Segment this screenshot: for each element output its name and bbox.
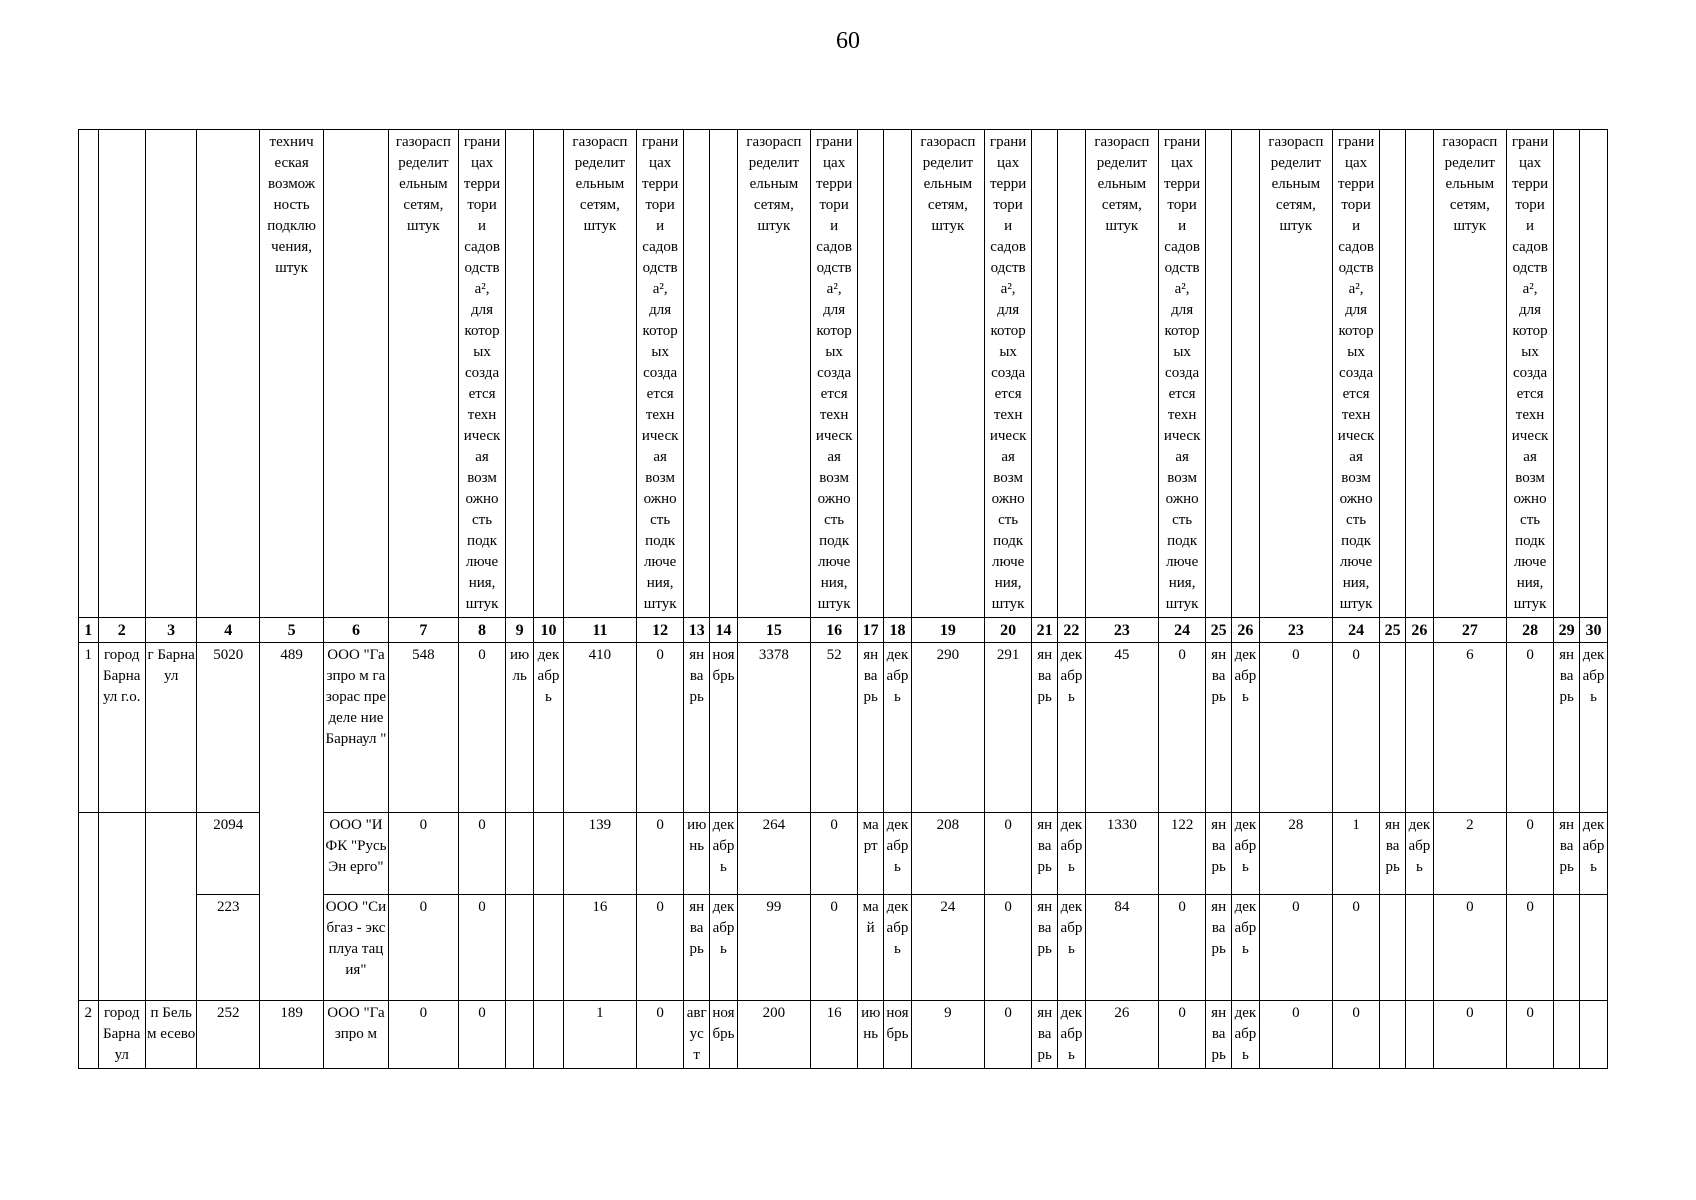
column-number: 29 [1554,618,1580,643]
hdr-territory: грани цах терри тори и садов одств а², для котор ых созда ется техн ическ ая возм ожно сть подк люче ния, штук [810,130,857,618]
value-cell: 2 [1433,813,1506,895]
value-cell: 0 [810,895,857,1001]
empty-cell [79,895,99,1001]
hdr-cell [684,130,710,618]
hdr-territory: грани цах терри тори и садов одств а², для котор ых созда ется техн ическ ая возм ожно сть подк люче ния, штук [1158,130,1205,618]
month-cell: ноя брь [884,1001,912,1069]
hdr-gas-networks: газорасп ределит ельным сетям, штук [737,130,810,618]
empty-cell [98,813,145,895]
value-cell: 16 [810,1001,857,1069]
empty-cell [260,895,324,1001]
hdr-technical-possibility: технич еская возмож ность подклю чения, штук [260,130,324,618]
value-cell: 9 [911,1001,984,1069]
value-cell: 2094 [197,813,260,895]
hdr-territory: грани цах терри тори и садов одств а², для котор ых созда ется техн ическ ая возм ожно сть подк люче ния, штук [1332,130,1379,618]
month-cell: ян ва рь [1032,1001,1058,1069]
value-cell: 0 [1158,1001,1205,1069]
hdr-territory: грани цах терри тори и садов одств а², для котор ых созда ется техн ическ ая возм ожно сть подк люче ния, штук [1506,130,1553,618]
column-number: 26 [1406,618,1434,643]
value-cell: 0 [388,813,458,895]
month-cell: дек абр ь [1232,1001,1260,1069]
table-row [79,895,1608,1001]
month-cell: ян ва рь [1206,1001,1232,1069]
empty-cell [145,813,196,895]
month-cell [534,895,564,1001]
month-cell: дек абр ь [710,813,738,895]
month-cell: ян ва рь [1554,813,1580,895]
table-row [79,813,1608,895]
month-cell [506,895,534,1001]
hdr-gas-networks: газорасп ределит ельным сетям, штук [388,130,458,618]
hdr-territory: грани цах терри тори и садов одств а², для котор ых созда ется техн ическ ая возм ожно сть подк люче ния, штук [458,130,505,618]
column-number: 26 [1232,618,1260,643]
empty-cell [79,813,99,895]
value-cell: 0 [636,813,683,895]
month-cell [1554,895,1580,1001]
organization-cell: ООО "Газпро м [324,1001,389,1069]
value-cell: 0 [984,895,1031,1001]
hdr-cell [1579,130,1607,618]
month-cell: дек абр ь [1232,813,1260,895]
value-cell: 45 [1085,643,1158,813]
value-cell: 0 [636,895,683,1001]
month-cell [1406,1001,1434,1069]
value-cell: 252 [197,1001,260,1069]
value-cell: 290 [911,643,984,813]
month-cell: дек абр ь [1406,813,1434,895]
value-cell: 548 [388,643,458,813]
month-cell: ноя брь [710,643,738,813]
hdr-cell [884,130,912,618]
column-number: 23 [1259,618,1332,643]
hdr-cell [1032,130,1058,618]
month-cell: дек абр ь [884,895,912,1001]
hdr-cell [506,130,534,618]
column-number: 8 [458,618,505,643]
hdr-gas-networks: газорасп ределит ельным сетям, штук [1085,130,1158,618]
month-cell: ян ва рь [858,643,884,813]
value-cell: 0 [984,813,1031,895]
organization-cell: ООО "ИФК "РусьЭн ерго" [324,813,389,895]
value-cell: 0 [1506,643,1553,813]
hdr-cell [1232,130,1260,618]
value-cell: 0 [458,1001,505,1069]
hdr-cell [79,130,99,618]
hdr-cell [197,130,260,618]
hdr-cell [98,130,145,618]
value-cell: 291 [984,643,1031,813]
table-row [79,643,1608,813]
column-number: 2 [98,618,145,643]
value-cell: 264 [737,813,810,895]
value-cell: 5020 [197,643,260,813]
month-cell: ию нь [858,1001,884,1069]
settlement-cell: г Барна ул [145,643,196,813]
month-cell: дек абр ь [534,643,564,813]
month-cell: ян ва рь [684,895,710,1001]
hdr-cell [1554,130,1580,618]
month-cell: дек абр ь [1058,813,1086,895]
value-cell: 208 [911,813,984,895]
month-cell [1380,1001,1406,1069]
column-number: 11 [563,618,636,643]
hdr-territory: грани цах терри тори и садов одств а², для котор ых созда ется техн ическ ая возм ожно сть подк люче ния, штук [636,130,683,618]
page-number: 60 [836,28,860,54]
month-cell: ян ва рь [1380,813,1406,895]
header-row [79,130,1608,618]
value-cell: 0 [1259,895,1332,1001]
month-cell [506,1001,534,1069]
value-cell: 122 [1158,813,1205,895]
value-cell: 223 [197,895,260,1001]
value-cell: 0 [1433,895,1506,1001]
value-cell: 16 [563,895,636,1001]
row-number: 1 [79,643,99,813]
settlement-cell: п Бельм есево [145,1001,196,1069]
month-cell: ян ва рь [1206,895,1232,1001]
month-cell: авг ус т [684,1001,710,1069]
value-cell: 52 [810,643,857,813]
hdr-cell [534,130,564,618]
column-number: 6 [324,618,389,643]
value-cell: 1 [563,1001,636,1069]
value-cell: 0 [1506,813,1553,895]
value-cell: 200 [737,1001,810,1069]
column-number: 5 [260,618,324,643]
value-cell: 0 [1332,1001,1379,1069]
value-cell: 139 [563,813,636,895]
column-number: 4 [197,618,260,643]
column-number: 25 [1380,618,1406,643]
value-cell: 3378 [737,643,810,813]
hdr-cell [324,130,389,618]
column-number: 20 [984,618,1031,643]
month-cell: дек абр ь [1232,643,1260,813]
month-cell: ян ва рь [1206,643,1232,813]
value-cell: 0 [1158,643,1205,813]
month-cell: ян ва рь [1032,813,1058,895]
hdr-cell [1058,130,1086,618]
month-cell: ян ва рь [684,643,710,813]
value-cell: 0 [1259,1001,1332,1069]
month-cell: ян ва рь [1554,643,1580,813]
value-cell: 84 [1085,895,1158,1001]
value-cell: 0 [1433,1001,1506,1069]
empty-cell [98,895,145,1001]
value-cell: 0 [458,643,505,813]
value-cell: 0 [1506,895,1553,1001]
column-number: 1 [79,618,99,643]
column-number: 22 [1058,618,1086,643]
value-cell: 0 [388,895,458,1001]
month-cell: ян ва рь [1032,643,1058,813]
column-number: 25 [1206,618,1232,643]
empty-cell [260,813,324,895]
column-number: 30 [1579,618,1607,643]
hdr-territory: грани цах терри тори и садов одств а², для котор ых созда ется техн ическ ая возм ожно сть подк люче ния, штук [984,130,1031,618]
month-cell [1579,895,1607,1001]
hdr-cell [145,130,196,618]
column-number-row [79,618,1608,643]
month-cell: ию нь [684,813,710,895]
column-number: 10 [534,618,564,643]
value-cell: 0 [984,1001,1031,1069]
column-number: 7 [388,618,458,643]
value-cell: 24 [911,895,984,1001]
hdr-cell [1206,130,1232,618]
hdr-cell [710,130,738,618]
row-number: 2 [79,1001,99,1069]
month-cell [1380,643,1406,813]
month-cell: ян ва рь [1032,895,1058,1001]
value-cell: 410 [563,643,636,813]
month-cell: дек абр ь [1058,1001,1086,1069]
value-cell: 0 [636,643,683,813]
month-cell [1406,643,1434,813]
hdr-gas-networks: газорасп ределит ельным сетям, штук [563,130,636,618]
hdr-gas-networks: газорасп ределит ельным сетям, штук [1433,130,1506,618]
month-cell: дек абр ь [1232,895,1260,1001]
column-number: 14 [710,618,738,643]
data-table [78,129,1608,1069]
hdr-cell [1406,130,1434,618]
month-cell [534,813,564,895]
column-number: 3 [145,618,196,643]
month-cell [1579,1001,1607,1069]
month-cell [534,1001,564,1069]
column-number: 17 [858,618,884,643]
month-cell: ию ль [506,643,534,813]
hdr-cell [858,130,884,618]
month-cell: ян ва рь [1206,813,1232,895]
month-cell [1380,895,1406,1001]
empty-cell [145,895,196,1001]
value-cell: 189 [260,1001,324,1069]
value-cell: 0 [1332,895,1379,1001]
value-cell: 0 [458,895,505,1001]
value-cell: 0 [1332,643,1379,813]
value-cell: 0 [636,1001,683,1069]
column-number: 19 [911,618,984,643]
value-cell: 99 [737,895,810,1001]
column-number: 27 [1433,618,1506,643]
month-cell: дек абр ь [1058,643,1086,813]
column-number: 24 [1332,618,1379,643]
value-cell: 1330 [1085,813,1158,895]
month-cell: дек абр ь [1579,813,1607,895]
value-cell: 0 [1506,1001,1553,1069]
column-number: 28 [1506,618,1553,643]
value-cell: 26 [1085,1001,1158,1069]
municipality-cell: город Барна ул [98,1001,145,1069]
value-cell: 0 [1158,895,1205,1001]
column-number: 16 [810,618,857,643]
month-cell [506,813,534,895]
value-cell: 0 [388,1001,458,1069]
value-cell: 6 [1433,643,1506,813]
organization-cell: ООО "Газпро м газорас пределе ние Барнаул " [324,643,389,813]
value-cell: 0 [810,813,857,895]
column-number: 12 [636,618,683,643]
month-cell [1406,895,1434,1001]
hdr-cell [1380,130,1406,618]
month-cell: дек абр ь [884,643,912,813]
hdr-gas-networks: газорасп ределит ельным сетям, штук [911,130,984,618]
table-row [79,1001,1608,1069]
value-cell: 28 [1259,813,1332,895]
column-number: 24 [1158,618,1205,643]
column-number: 23 [1085,618,1158,643]
month-cell: дек абр ь [1058,895,1086,1001]
column-number: 15 [737,618,810,643]
column-number: 21 [1032,618,1058,643]
month-cell [1554,1001,1580,1069]
value-cell: 0 [1259,643,1332,813]
month-cell: ма й [858,895,884,1001]
organization-cell: ООО "Сибгаз - эксплуа тация" [324,895,389,1001]
column-number: 18 [884,618,912,643]
value-cell: 489 [260,643,324,813]
column-number: 13 [684,618,710,643]
hdr-gas-networks: газорасп ределит ельным сетям, штук [1259,130,1332,618]
month-cell: дек абр ь [1579,643,1607,813]
month-cell: ма рт [858,813,884,895]
column-number: 9 [506,618,534,643]
month-cell: ноя брь [710,1001,738,1069]
month-cell: дек абр ь [884,813,912,895]
municipality-cell: город Барна ул г.о. [98,643,145,813]
month-cell: дек абр ь [710,895,738,1001]
value-cell: 1 [1332,813,1379,895]
value-cell: 0 [458,813,505,895]
